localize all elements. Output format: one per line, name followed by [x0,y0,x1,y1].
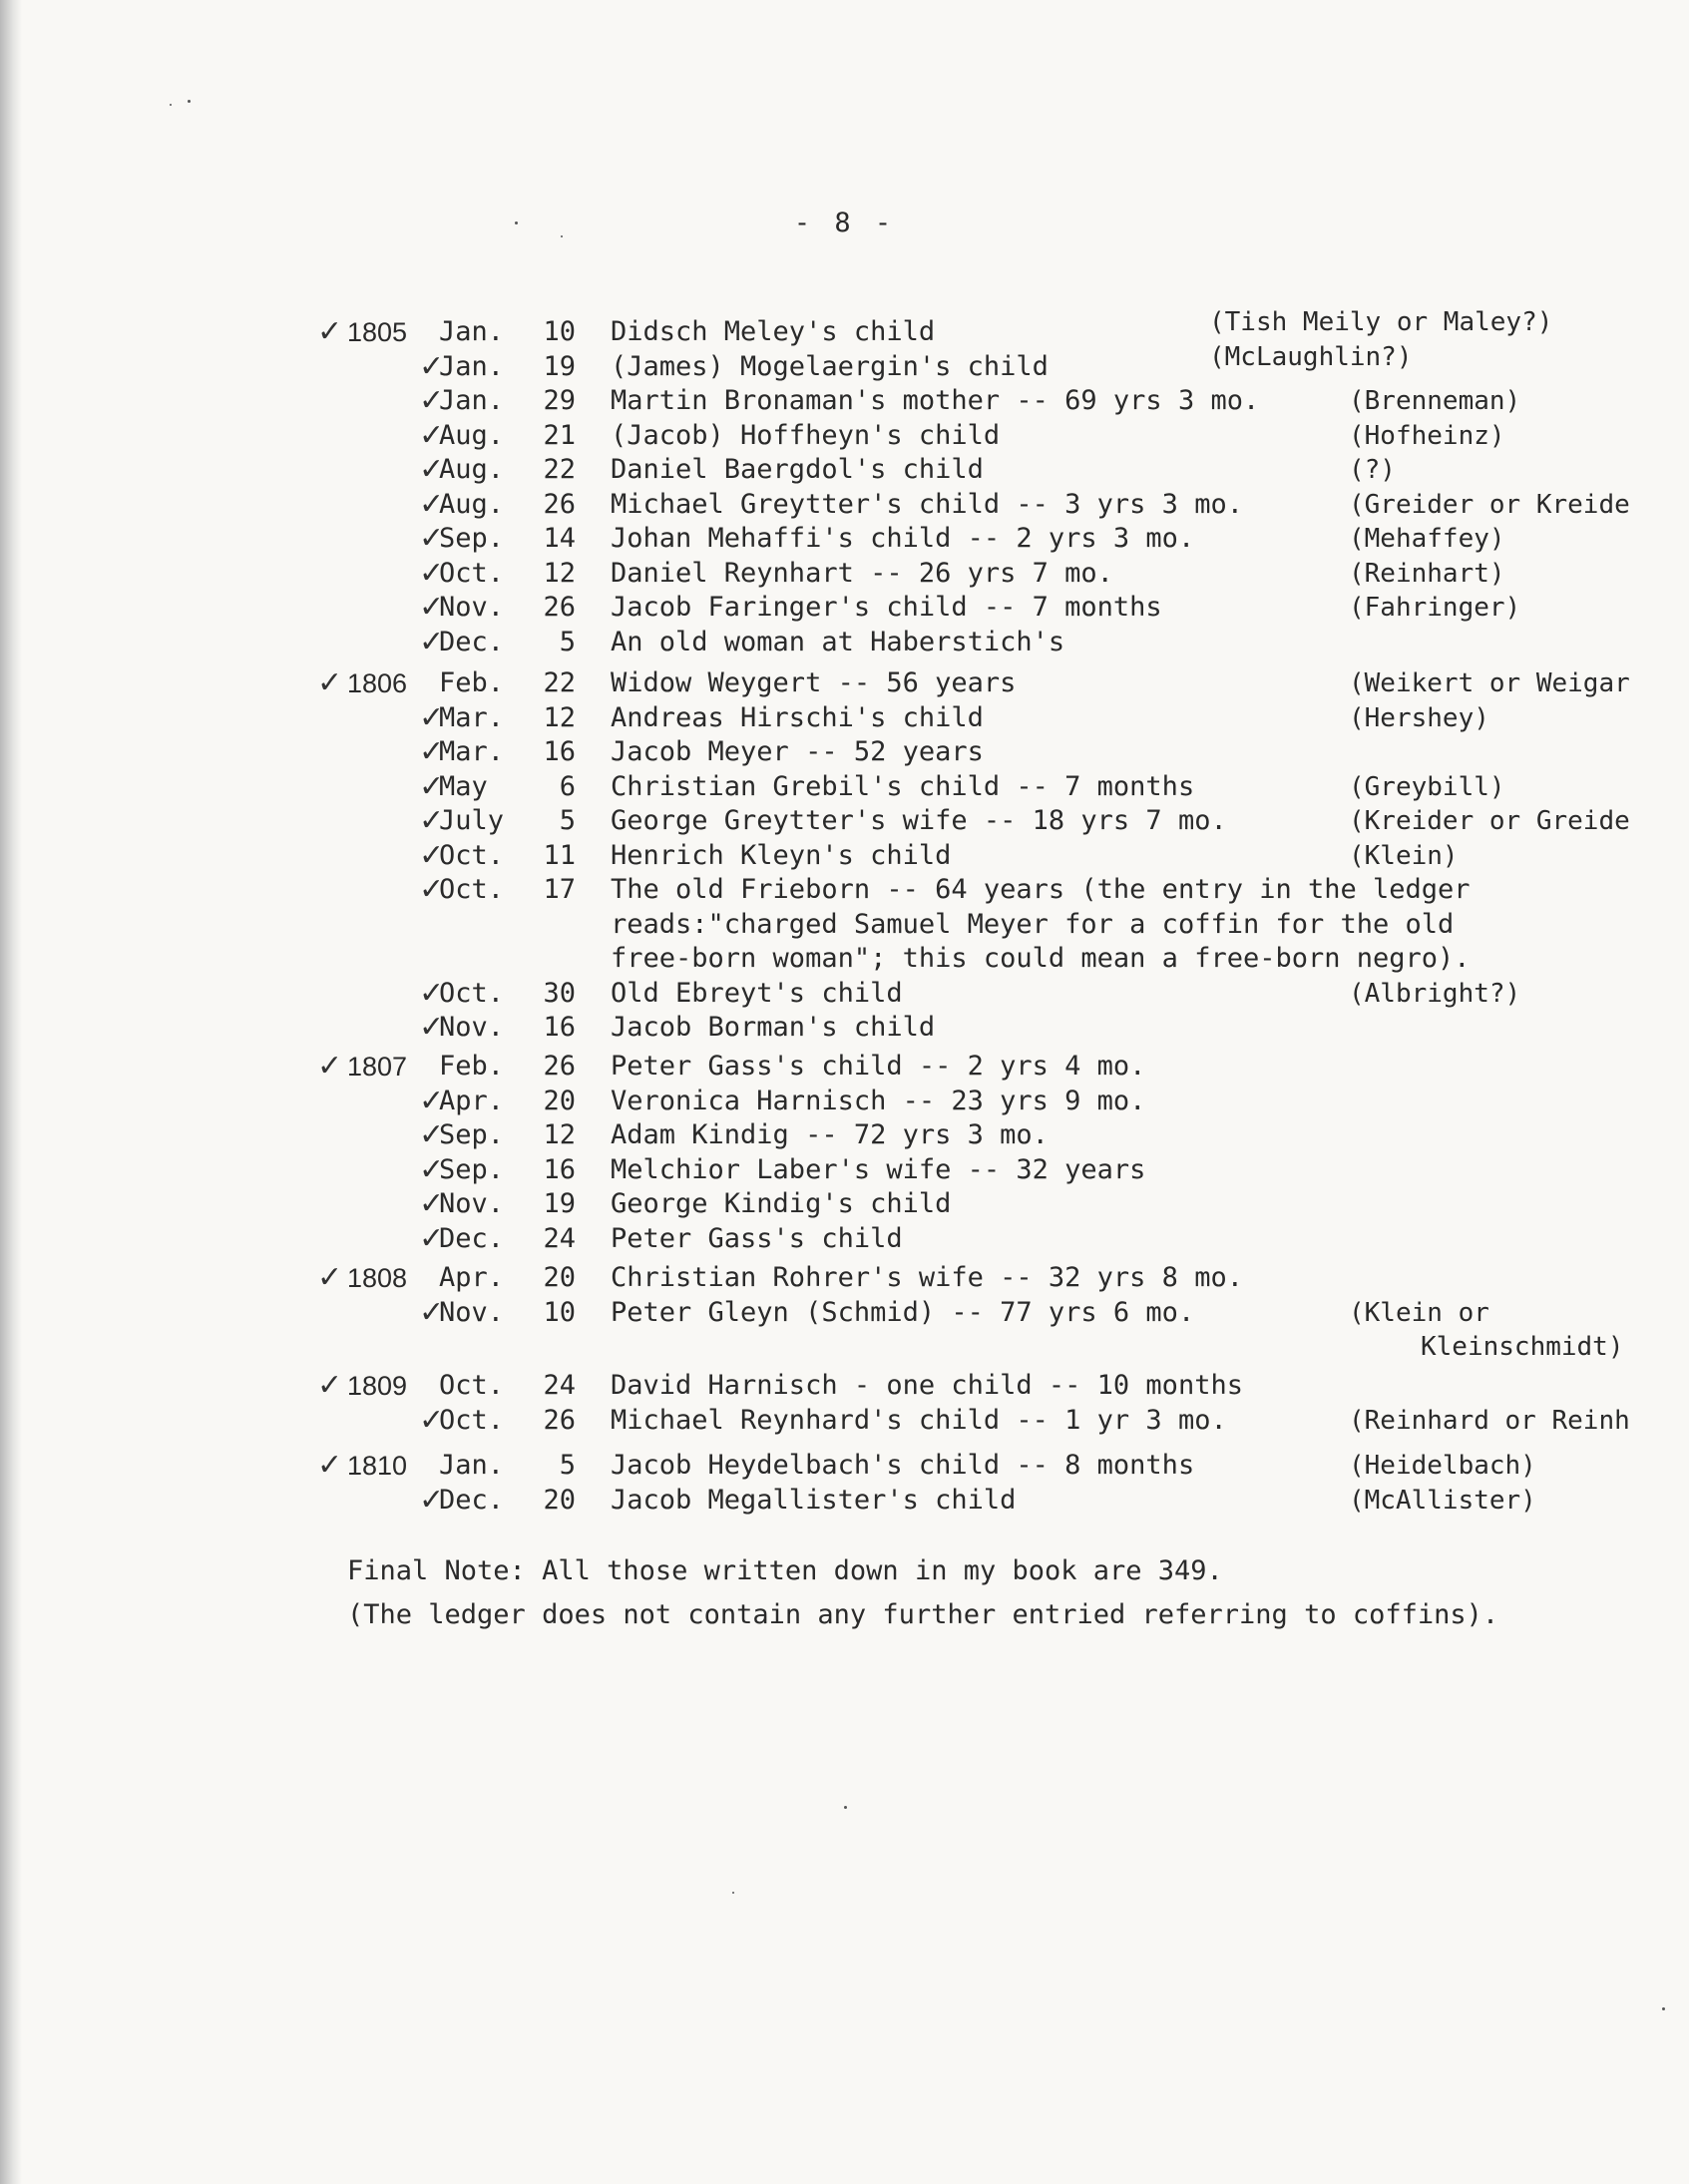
entry-alternate-spelling: (Hershey) [1349,702,1489,733]
entry-description: Widow Weygert -- 56 years [611,667,1017,698]
entry-month: Oct. [439,1404,505,1436]
entry-alternate-spelling: (Albright?) [1349,978,1521,1009]
entry-month: Mar. [439,701,505,733]
entry-alternate-spelling: (Klein) [1349,840,1459,871]
entry-description: Jacob Borman's child [611,1012,936,1043]
check-mark-icon: ✓ [419,555,445,591]
entry-month: Aug. [439,419,505,451]
entry-month: Oct. [439,1370,505,1401]
ledger-note: (The ledger does not contain any further entried referring to coffins). [347,1599,1499,1630]
entry-day: 20 [543,1484,576,1516]
entry-alternate-spelling: Kleinschmidt) [1421,1332,1624,1362]
entry-row [0,522,1689,556]
entry-row [0,341,1689,384]
entry-description: Didsch Meley's child [611,316,936,347]
check-mark-icon: ✓ [419,837,445,873]
entry-year: 1810 [347,1451,408,1481]
entry-day: 16 [543,736,576,767]
check-mark-icon: ✓ [419,1117,445,1152]
check-mark-icon: ✓ [419,1151,445,1187]
entry-month: Aug. [439,488,505,520]
entry-row [0,666,1689,700]
entry-alternate-spelling: (McAllister) [1349,1485,1536,1516]
entry-day: 20 [543,1085,576,1116]
check-mark-icon: ✓ [419,383,445,418]
entry-alternate-spelling: (Heidelbach) [1349,1451,1536,1481]
entry-row [0,591,1689,625]
entry-description: Jacob Heydelbach's child -- 8 months [611,1450,1195,1481]
entry-row [0,701,1689,735]
entry-row [0,839,1689,873]
entry-month: Jan. [439,1450,505,1481]
entry-month: Aug. [439,454,505,485]
entry-month: Feb. [439,667,505,698]
entry-description: Christian Rohrer's wife -- 32 yrs 8 mo. [611,1262,1243,1293]
entry-month: July [439,805,505,836]
entry-day: 26 [543,1051,576,1082]
entry-month: Oct. [439,557,505,589]
entry-row [0,977,1689,1011]
entry-row [0,1484,1689,1518]
entry-month: Feb. [439,1051,505,1082]
entry-description: Martin Bronaman's mother -- 69 yrs 3 mo. [611,385,1260,416]
entry-row [0,1153,1689,1187]
entry-alternate-spelling: (Reinhart) [1349,558,1505,589]
entry-day: 10 [543,316,576,347]
check-mark-icon: ✓ [419,452,445,487]
entry-row [0,488,1689,522]
entry-row [0,307,1689,349]
entry-month: Mar. [439,736,505,767]
check-mark-icon: ✓ [419,1083,445,1118]
check-mark-icon: ✓ [317,665,343,700]
entry-day: 30 [543,977,576,1009]
check-mark-icon: ✓ [419,1186,445,1221]
entry-day: 26 [543,1404,576,1436]
entry-description: Peter Gass's child [611,1222,903,1254]
entry-day: 29 [543,385,576,416]
entry-description: Adam Kindig -- 72 yrs 3 mo. [611,1119,1049,1150]
entry-description: Peter Gass's child -- 2 yrs 4 mo. [611,1051,1146,1082]
entry-description: George Kindig's child [611,1188,952,1219]
entry-row [0,1011,1689,1045]
entry-month: Nov. [439,592,505,623]
entry-row [0,1222,1689,1256]
entry-year: 1806 [347,668,408,698]
entry-day: 26 [543,488,576,520]
check-mark-icon: ✓ [419,1010,445,1045]
check-mark-icon: ✓ [419,699,445,735]
entry-month: May [439,770,488,802]
entry-alternate-spelling: (Kreider or Greide [1349,806,1630,836]
entry-alternate-spelling: (Greybill) [1349,771,1505,802]
entry-alternate-spelling: (Weikert or Weigar [1349,668,1630,698]
entry-day: 12 [543,557,576,589]
entry-description: Daniel Baergdol's child [611,454,984,485]
entry-month: Dec. [439,1484,505,1516]
entry-month: Oct. [439,874,505,905]
entry-day: 24 [543,1370,576,1401]
entry-description: (Jacob) Hoffheyn's child [611,419,1001,451]
entry-day: 21 [543,419,576,451]
check-mark-icon: ✓ [419,1402,445,1438]
entry-alternate-spelling: (Tish Meily or Maley?) [1209,307,1553,337]
entry-description: Michael Greytter's child -- 3 yrs 3 mo. [611,488,1243,520]
entry-row [0,1050,1689,1084]
entry-alternate-spelling: (?) [1349,455,1396,485]
entry-alternate-spelling: (Hofheinz) [1349,420,1505,451]
entry-day: 5 [559,1450,576,1481]
check-mark-icon: ✓ [419,768,445,804]
entry-row [0,770,1689,804]
entry-description: Jacob Faringer's child -- 7 months [611,592,1162,623]
entry-row [0,1404,1689,1438]
entry-day: 6 [559,770,576,802]
check-mark-icon: ✓ [317,1049,343,1084]
entry-alternate-spelling: (Greider or Kreide [1349,489,1630,520]
entry-description: Peter Gleyn (Schmid) -- 77 yrs 6 mo. [611,1296,1195,1328]
entry-day: 5 [559,626,576,657]
entry-description: Daniel Reynhart -- 26 yrs 7 mo. [611,557,1113,589]
entry-month: Jan. [439,385,505,416]
check-mark-icon: ✓ [419,486,445,522]
entry-row [0,384,1689,418]
entry-day: 17 [543,874,576,905]
entry-description: (James) Mogelaergin's child [611,350,1049,382]
entry-month: Sep. [439,523,505,554]
entry-description: Michael Reynhard's child -- 1 yr 3 mo. [611,1404,1227,1436]
entry-month: Nov. [439,1012,505,1043]
check-mark-icon: ✓ [419,872,445,907]
entry-description: Old Ebreyt's child [611,977,903,1009]
entry-description: George Greytter's wife -- 18 yrs 7 mo. [611,805,1227,836]
entry-year: 1805 [347,317,408,347]
entry-day: 14 [543,523,576,554]
entry-row [0,1369,1689,1403]
entry-alternate-spelling: (Mehaffey) [1349,524,1505,554]
entry-day: 16 [543,1153,576,1185]
entry-alternate-spelling: (Reinhard or Reinh [1349,1405,1630,1436]
final-note: Final Note: All those written down in my book are 349. [347,1555,1223,1586]
entry-row [0,1449,1689,1483]
entry-day: 22 [543,667,576,698]
entry-day: 10 [543,1296,576,1328]
check-mark-icon: ✓ [419,348,445,384]
entry-row [0,735,1689,769]
entry-description: Andreas Hirschi's child [611,701,984,733]
entry-description: Johan Mehaffi's child -- 2 yrs 3 mo. [611,523,1195,554]
entry-description: Christian Grebil's child -- 7 months [611,770,1195,802]
entry-month: Dec. [439,1222,505,1254]
entry-month: Jan. [439,350,505,382]
entry-day: 16 [543,1012,576,1043]
entry-description: Jacob Megallister's child [611,1484,1017,1516]
entry-note-line: reads:"charged Samuel Meyer for a coffin for the old [611,908,1455,940]
check-mark-icon: ✓ [419,624,445,659]
check-mark-icon: ✓ [419,975,445,1011]
entry-description: The old Frieborn -- 64 years (the entry in the ledger [611,874,1471,905]
entry-month: Nov. [439,1188,505,1219]
entry-row [0,1261,1689,1295]
entry-month: Oct. [439,839,505,871]
entry-year: 1807 [347,1052,408,1082]
entry-row [0,557,1689,591]
entry-day: 20 [543,1262,576,1293]
entry-row [0,873,1689,907]
check-mark-icon: ✓ [419,417,445,453]
entry-row [0,1085,1689,1118]
entry-day: 5 [559,805,576,836]
entry-row [0,419,1689,453]
entry-alternate-spelling: (McLaughlin?) [1209,341,1413,372]
entry-note-line: free-born woman"; this could mean a free-born negro). [611,943,1471,974]
check-mark-icon: ✓ [419,1294,445,1330]
alternate-spelling-continuation [0,1330,1689,1364]
check-mark-icon: ✓ [419,734,445,769]
check-mark-icon: ✓ [419,1220,445,1256]
entry-alternate-spelling: (Fahringer) [1349,593,1521,623]
entry-year: 1809 [347,1371,408,1401]
check-mark-icon: ✓ [317,1260,343,1295]
entry-month: Apr. [439,1085,505,1116]
entry-month: Nov. [439,1296,505,1328]
check-mark-icon: ✓ [419,590,445,625]
entry-row [0,804,1689,838]
entry-day: 22 [543,454,576,485]
check-mark-icon: ✓ [419,521,445,556]
entry-description: Jacob Meyer -- 52 years [611,736,984,767]
entry-description: Veronica Harnisch -- 23 yrs 9 mo. [611,1085,1146,1116]
entry-description: An old woman at Haberstich's [611,626,1065,657]
check-mark-icon: ✓ [419,803,445,838]
entry-row [0,1187,1689,1221]
entry-description: David Harnisch - one child -- 10 months [611,1370,1243,1401]
entry-row [0,453,1689,487]
page-number: - 8 - [793,208,896,238]
entry-description: Melchior Laber's wife -- 32 years [611,1153,1146,1185]
entry-day: 26 [543,592,576,623]
entry-description: Henrich Kleyn's child [611,839,952,871]
entry-day: 19 [543,350,576,382]
entry-day: 24 [543,1222,576,1254]
entry-day: 11 [543,839,576,871]
check-mark-icon: ✓ [317,1368,343,1403]
entry-month: Sep. [439,1119,505,1150]
entry-month: Dec. [439,626,505,657]
entry-month: Apr. [439,1262,505,1293]
entry-alternate-spelling: (Klein or [1349,1297,1489,1328]
entry-month: Sep. [439,1153,505,1185]
entry-year: 1808 [347,1263,408,1293]
entry-month: Jan. [439,316,505,347]
check-mark-icon: ✓ [317,314,343,349]
entry-day: 19 [543,1188,576,1219]
entry-alternate-spelling: (Brenneman) [1349,386,1521,416]
entry-row [0,1118,1689,1152]
entry-day: 12 [543,701,576,733]
entry-day: 12 [543,1119,576,1150]
check-mark-icon: ✓ [419,1482,445,1518]
entry-row [0,626,1689,659]
check-mark-icon: ✓ [317,1448,343,1483]
entry-month: Oct. [439,977,505,1009]
entry-row [0,1296,1689,1330]
